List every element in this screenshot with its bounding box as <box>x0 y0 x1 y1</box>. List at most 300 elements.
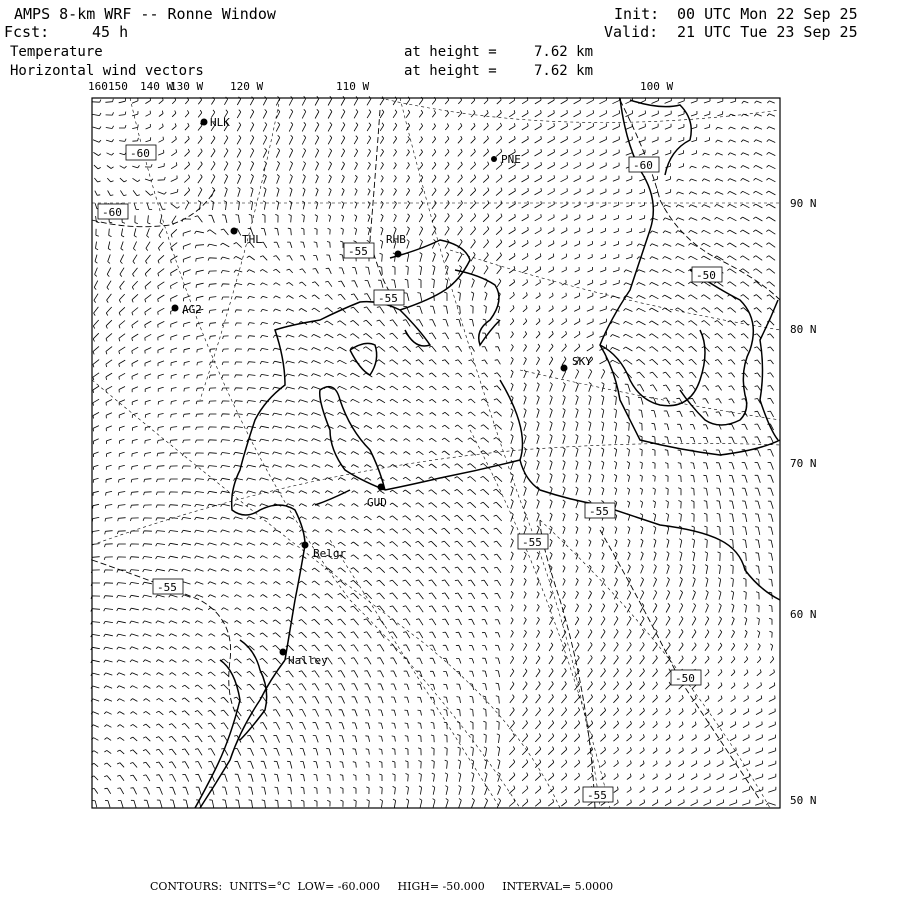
wind-vector <box>419 786 422 795</box>
wind-vector <box>247 582 254 585</box>
wind-vector <box>432 188 436 196</box>
wind-vector <box>117 531 125 534</box>
wind-vector <box>615 539 617 547</box>
wind-vector <box>130 673 138 676</box>
wind-vector <box>157 466 165 470</box>
wind-vector <box>458 123 462 130</box>
wind-vector <box>105 544 113 547</box>
wind-vector <box>511 499 514 508</box>
wind-vector <box>367 123 371 131</box>
wind-vector <box>198 110 202 117</box>
wind-vector <box>550 552 552 559</box>
wind-vector <box>403 426 410 429</box>
wind-vector <box>731 670 735 676</box>
wind-vector <box>637 283 646 286</box>
wind-vector <box>378 723 382 729</box>
wind-vector <box>703 412 708 417</box>
wind-vector <box>133 242 136 251</box>
wind-vector <box>588 604 591 612</box>
wind-vector <box>329 175 332 183</box>
wind-vector <box>666 501 669 509</box>
wind-vector <box>196 647 203 650</box>
wind-vector <box>210 349 216 352</box>
wind-vector <box>224 136 228 145</box>
wind-vector <box>614 396 617 405</box>
wind-vector <box>562 357 566 365</box>
wind-vector <box>588 630 592 639</box>
wind-vector <box>418 748 421 755</box>
wind-vector <box>639 215 644 220</box>
wind-vector <box>455 451 463 455</box>
wind-vector <box>653 761 657 767</box>
wind-vector <box>471 265 475 274</box>
wind-vector <box>429 632 435 638</box>
wind-vector <box>626 189 631 194</box>
wind-vector <box>627 747 632 754</box>
wind-vector <box>221 453 230 456</box>
wind-vector <box>300 761 305 768</box>
wind-vector <box>95 268 98 277</box>
wind-vector <box>169 531 178 534</box>
wind-vector <box>731 683 735 689</box>
wind-vector <box>429 528 437 533</box>
wind-vector <box>107 281 111 290</box>
wind-vector <box>182 466 191 469</box>
wind-vector <box>535 214 542 221</box>
wind-vector <box>261 322 268 325</box>
wind-vector <box>536 707 541 716</box>
wind-vector <box>458 162 463 170</box>
wind-vector <box>653 475 656 481</box>
wind-vector <box>704 501 708 509</box>
wind-vector <box>456 333 462 339</box>
wind-vector <box>496 136 501 144</box>
wind-vector <box>602 527 604 534</box>
wind-vector <box>535 253 541 259</box>
wind-vector <box>610 347 619 350</box>
wind-vector <box>156 595 165 598</box>
wind-vector <box>613 176 619 182</box>
wind-vector <box>496 696 500 704</box>
wind-vector <box>741 347 748 352</box>
wind-vector <box>484 136 489 144</box>
wind-vector <box>653 513 656 521</box>
wind-vector <box>483 696 487 703</box>
wind-vector <box>286 594 294 598</box>
wind-vector <box>367 110 371 119</box>
wind-vector <box>470 696 474 703</box>
contour-label-6 <box>692 267 722 282</box>
wind-vector <box>339 504 346 507</box>
wind-vector <box>286 671 294 677</box>
wind-vector <box>156 737 163 742</box>
wind-vector <box>221 414 229 417</box>
wind-vector <box>522 799 528 807</box>
wind-vector <box>406 214 409 222</box>
wind-vector <box>352 710 357 716</box>
wind-vector <box>351 684 357 691</box>
wind-vector <box>273 517 281 520</box>
wind-vector <box>405 279 409 288</box>
wind-vector <box>727 282 736 287</box>
wind-vector <box>419 799 422 808</box>
wind-vector <box>576 461 578 470</box>
wind-vector <box>755 463 761 470</box>
wind-vector <box>614 642 619 651</box>
wind-vector <box>169 698 176 702</box>
wind-vector <box>536 694 541 703</box>
wind-vector <box>234 672 242 677</box>
wind-vector <box>234 504 243 507</box>
wind-vector <box>653 721 658 728</box>
wind-vector <box>169 479 177 482</box>
wind-vector <box>340 254 344 261</box>
wind-vector <box>262 214 265 222</box>
wind-vector <box>704 124 709 129</box>
wind-vector <box>753 204 762 208</box>
wind-vector <box>666 176 671 181</box>
wind-vector <box>432 124 435 131</box>
wind-vector <box>325 581 333 585</box>
wind-vector <box>455 502 463 507</box>
wind-vector <box>653 774 658 780</box>
wind-vector <box>744 670 748 676</box>
wind-vector <box>351 439 359 442</box>
wind-vector <box>208 466 217 469</box>
wind-vector <box>195 621 202 624</box>
wind-vector <box>169 762 176 768</box>
wind-vector <box>562 630 566 638</box>
wind-vector <box>535 747 541 755</box>
wind-vector <box>614 215 619 220</box>
wind-vector <box>588 617 592 626</box>
wind-vector <box>324 413 333 416</box>
wind-vector <box>104 621 113 624</box>
wind-vector <box>261 335 269 338</box>
wind-vector <box>456 319 461 326</box>
wind-vector <box>390 439 397 442</box>
wind-vector <box>495 593 501 598</box>
wind-vector <box>95 255 97 264</box>
wind-vector <box>234 543 243 546</box>
wind-vector <box>130 750 137 754</box>
wind-vector <box>158 177 166 180</box>
wind-vector <box>756 748 763 754</box>
wind-vector <box>379 761 382 767</box>
wind-vector <box>667 552 669 561</box>
wind-vector <box>106 126 114 129</box>
wind-vector <box>312 568 320 572</box>
wind-vector <box>104 712 111 715</box>
wind-vector <box>393 123 397 131</box>
wind-vector <box>340 800 343 807</box>
wind-vector <box>210 336 216 340</box>
wind-vector <box>132 294 138 302</box>
wind-vector <box>404 697 409 703</box>
contour-label-2 <box>98 204 128 219</box>
wind-vector <box>338 529 345 532</box>
wind-vector <box>483 683 487 690</box>
wind-vector <box>743 578 746 586</box>
wind-vector <box>469 684 473 690</box>
wind-vector <box>393 799 396 807</box>
wind-vector <box>679 643 683 651</box>
wind-vector <box>315 149 318 158</box>
wind-vector <box>743 540 747 548</box>
wind-vector <box>666 695 671 702</box>
wind-vector <box>766 204 775 208</box>
wind-vector <box>286 607 294 611</box>
wind-vector <box>650 385 657 391</box>
wind-vector <box>143 647 151 650</box>
wind-vector <box>351 412 360 415</box>
wind-vector <box>261 787 265 795</box>
wind-vector <box>653 488 656 495</box>
wind-vector <box>628 526 630 533</box>
wind-vector <box>627 774 631 780</box>
wind-vector <box>289 109 293 118</box>
wind-vector <box>767 398 773 403</box>
wind-vector <box>561 149 568 156</box>
map-frame <box>92 98 780 808</box>
wind-vector <box>523 305 527 311</box>
wind-vector <box>169 556 178 559</box>
wind-vector <box>469 319 473 326</box>
wind-vector <box>182 647 189 650</box>
wind-vector <box>274 242 279 248</box>
wind-vector <box>729 501 734 509</box>
wind-vector <box>728 204 737 207</box>
wind-vector <box>209 284 217 288</box>
wind-vector <box>640 475 643 482</box>
wind-vector <box>351 465 358 468</box>
wind-vector <box>325 452 333 455</box>
wind-vector <box>653 189 658 194</box>
wind-vector <box>715 321 723 326</box>
wind-vector <box>432 110 435 117</box>
wind-vector <box>221 608 228 611</box>
wind-vector <box>224 148 228 157</box>
wind-vector <box>550 434 552 443</box>
wind-vector <box>378 697 383 703</box>
wind-vector <box>313 736 318 743</box>
wind-vector <box>106 360 112 367</box>
wind-vector <box>637 385 644 392</box>
wind-vector <box>481 528 489 534</box>
wind-vector <box>286 569 293 572</box>
wind-vector <box>134 203 139 210</box>
wind-vector <box>144 788 150 795</box>
wind-vector <box>715 347 723 352</box>
wind-vector <box>663 244 671 247</box>
wind-vector <box>247 465 256 468</box>
wind-vector <box>106 426 112 431</box>
wind-vector <box>692 616 696 625</box>
wind-vector <box>755 527 760 535</box>
wind-vector <box>563 513 565 521</box>
wind-vector <box>574 773 579 780</box>
wind-vector <box>679 590 682 599</box>
wind-vector <box>740 217 749 221</box>
wind-vector <box>143 634 152 636</box>
wind-vector <box>117 763 124 768</box>
wind-vector <box>443 320 448 327</box>
wind-vector <box>649 334 658 339</box>
wind-vector <box>403 529 411 534</box>
wind-vector <box>157 453 164 457</box>
wind-vector <box>264 188 266 197</box>
wind-vector <box>324 373 333 376</box>
wind-vector <box>470 213 475 222</box>
wind-vector <box>364 516 372 520</box>
wind-vector <box>469 659 474 664</box>
wind-vector <box>429 373 436 377</box>
wind-vector <box>495 671 499 678</box>
wind-vector <box>614 747 619 754</box>
wind-vector <box>511 422 513 431</box>
wind-vector <box>247 375 255 378</box>
wind-vector <box>196 787 201 795</box>
wind-vector <box>535 149 542 156</box>
wind-vector <box>705 552 708 561</box>
wind-vector <box>157 800 162 808</box>
wind-vector <box>731 630 734 638</box>
wind-vector <box>339 268 344 274</box>
wind-vector <box>285 426 294 428</box>
wind-vector <box>444 747 447 755</box>
wind-vector <box>653 577 656 586</box>
station-halley: Halley <box>288 654 328 667</box>
station-dot-ag2 <box>172 305 179 312</box>
wind-vector <box>131 800 136 807</box>
wind-vector <box>132 439 137 443</box>
wind-vector <box>445 162 449 170</box>
wind-vector <box>524 552 527 560</box>
wind-vector <box>249 800 253 808</box>
wind-vector <box>195 492 204 495</box>
wind-vector <box>728 140 735 142</box>
wind-vector <box>600 695 605 703</box>
wind-vector <box>261 582 268 585</box>
wind-vector <box>159 229 163 238</box>
wind-vector <box>471 123 475 130</box>
wind-vector <box>104 699 112 701</box>
wind-vector <box>574 136 581 143</box>
wind-vector <box>312 426 321 429</box>
wind-vector <box>509 746 514 755</box>
wind-vector <box>146 111 151 117</box>
wind-vector <box>550 579 552 586</box>
wind-vector <box>600 267 606 272</box>
wind-vector <box>366 787 369 794</box>
wind-vector <box>640 578 643 587</box>
wind-vector <box>509 110 515 117</box>
wind-vector <box>537 473 540 482</box>
wind-vector <box>380 799 383 807</box>
wind-vector <box>600 721 605 729</box>
wind-vector <box>132 321 138 328</box>
wind-vector <box>107 268 111 277</box>
wind-vector <box>535 201 542 208</box>
wind-vector <box>600 215 605 220</box>
wind-vector <box>691 761 697 767</box>
wind-vector <box>341 215 344 222</box>
wind-vector <box>326 736 331 743</box>
wind-vector <box>744 656 748 663</box>
wind-vector <box>706 578 708 587</box>
wind-vector <box>729 800 736 806</box>
wind-vector <box>289 148 292 157</box>
wind-vector <box>364 671 370 678</box>
wind-vector <box>363 333 372 338</box>
wind-vector <box>536 669 540 677</box>
station-dot-sky <box>561 365 568 372</box>
wind-vector <box>716 127 723 129</box>
wind-vector <box>351 632 359 638</box>
wind-vector <box>312 517 319 520</box>
wind-vector <box>351 658 358 665</box>
wind-vector <box>574 215 580 221</box>
wind-vector <box>419 201 423 209</box>
wind-vector <box>378 280 383 288</box>
wind-vector <box>338 294 345 300</box>
wind-vector <box>145 426 151 430</box>
wind-vector <box>260 374 269 377</box>
wind-vector <box>117 596 126 599</box>
wind-vector <box>666 761 671 767</box>
wind-vector <box>364 399 373 403</box>
wind-vector <box>235 336 241 339</box>
wind-vector <box>574 162 581 168</box>
wind-vector <box>313 723 319 730</box>
wind-vector <box>145 268 151 276</box>
wind-vector <box>443 645 449 651</box>
wind-vector <box>589 540 591 547</box>
wind-vector <box>312 710 318 717</box>
wind-vector <box>221 556 230 559</box>
station-rhb: RHB <box>386 233 406 246</box>
wind-vector <box>640 748 645 754</box>
wind-vector <box>169 660 176 663</box>
wind-vector <box>208 710 216 715</box>
wind-vector <box>221 440 230 443</box>
wind-vector <box>248 349 255 352</box>
wind-vector <box>171 401 177 405</box>
wind-vector <box>273 426 282 429</box>
wind-vector <box>273 645 281 650</box>
wind-vector <box>429 399 436 402</box>
wind-vector <box>613 682 618 690</box>
wind-vector <box>390 593 398 599</box>
wind-vector <box>390 542 398 547</box>
wind-vector <box>601 461 604 469</box>
wind-vector <box>234 427 243 430</box>
wind-vector <box>455 580 462 586</box>
wind-vector <box>145 308 151 315</box>
wind-vector <box>342 175 345 183</box>
wind-vector <box>663 218 671 220</box>
wind-vector <box>589 474 591 482</box>
wind-vector <box>653 734 657 740</box>
wind-vector <box>494 528 502 534</box>
wind-vector <box>731 656 735 663</box>
wind-vector <box>640 590 644 599</box>
wind-vector <box>768 540 773 548</box>
wind-vector <box>132 334 138 341</box>
wind-vector <box>469 671 473 677</box>
wind-vector <box>429 593 436 599</box>
wind-vector <box>742 101 749 103</box>
